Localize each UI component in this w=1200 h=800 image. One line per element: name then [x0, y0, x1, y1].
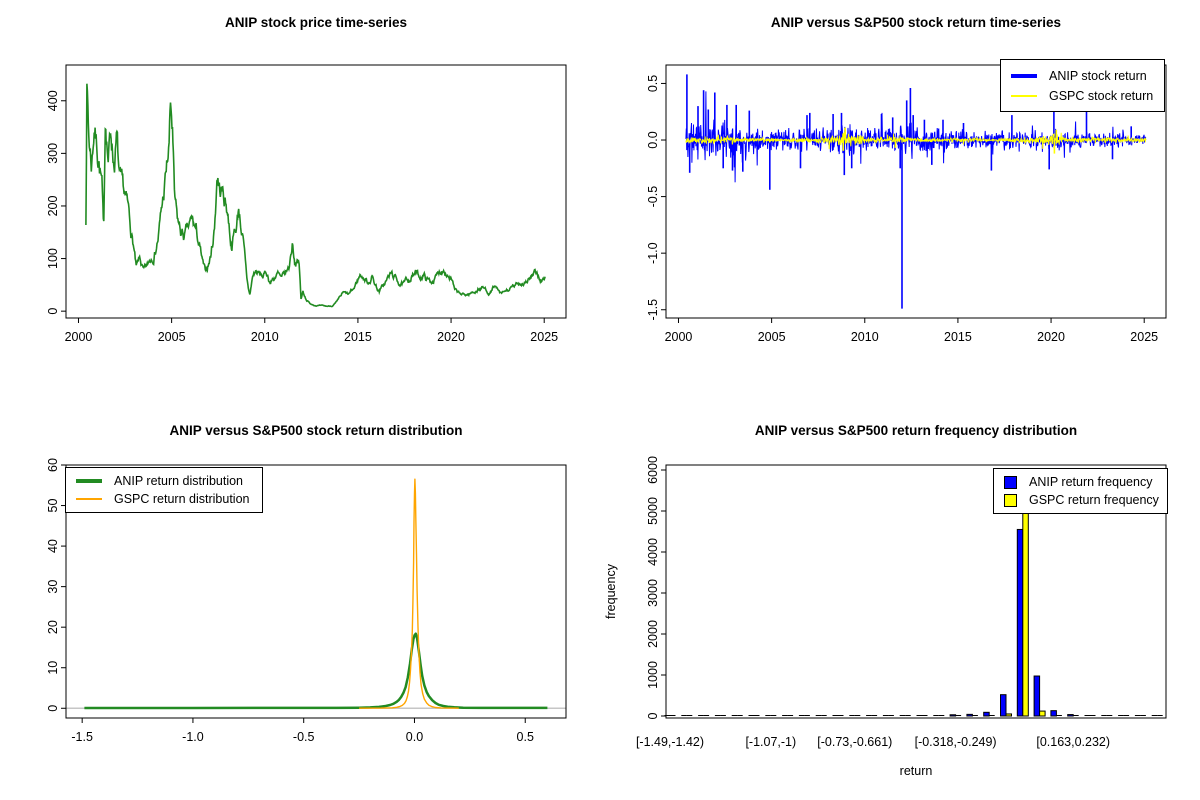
legend-entry: [1011, 66, 1156, 86]
svg-text:2005: 2005: [757, 330, 786, 344]
svg-text:50: 50: [46, 498, 60, 513]
legend-label: GSPC stock return: [1049, 88, 1154, 103]
svg-text:0: 0: [646, 712, 660, 720]
panel-price-timeseries: [0, 0, 600, 400]
legend-return-frequency: [993, 468, 1168, 514]
svg-text:0.0: 0.0: [405, 730, 424, 744]
legend-entry: [1004, 491, 1159, 509]
svg-text:-1.5: -1.5: [646, 298, 660, 321]
legend-label: GSPC return frequency: [1029, 493, 1159, 507]
svg-text:2000: 2000: [646, 620, 660, 648]
svg-text:4000: 4000: [646, 538, 660, 566]
svg-text:2010: 2010: [850, 330, 879, 344]
legend-label: ANIP stock return: [1049, 68, 1147, 83]
legend-label: ANIP return distribution: [114, 474, 243, 488]
svg-text:-0.5: -0.5: [292, 730, 315, 744]
svg-text:1000: 1000: [646, 661, 660, 689]
svg-text:[-1.49,-1.42): [-1.49,-1.42): [635, 735, 705, 749]
svg-text:200: 200: [46, 195, 60, 217]
legend-line-swatch: [1011, 95, 1037, 97]
svg-text:2000: 2000: [664, 330, 693, 344]
legend-label: ANIP return frequency: [1029, 475, 1153, 489]
svg-text:0: 0: [46, 704, 60, 712]
svg-text:0.5: 0.5: [516, 730, 534, 744]
legend-line-swatch: [76, 498, 102, 500]
legend-return-timeseries: [1000, 59, 1165, 112]
panel-return-frequency: [600, 400, 1200, 800]
svg-text:10: 10: [46, 660, 60, 675]
svg-text:60: 60: [46, 458, 60, 472]
return-distribution-plot: [0, 400, 600, 800]
svg-text:[-0.73,-0.661): [-0.73,-0.661): [817, 735, 893, 749]
svg-text:2020: 2020: [1037, 330, 1065, 344]
svg-text:0.5: 0.5: [646, 74, 660, 93]
panel-return-timeseries: [600, 0, 1200, 400]
svg-text:[0.163,0.232): [0.163,0.232): [1036, 735, 1111, 749]
chart-title: ANIP versus S&P500 stock return time-series: [770, 15, 1062, 30]
svg-text:[-1.07,-1): [-1.07,-1): [745, 735, 797, 749]
svg-text:2010: 2010: [250, 330, 279, 344]
svg-text:20: 20: [46, 620, 60, 635]
svg-text:2005: 2005: [157, 330, 186, 344]
svg-text:[-0.318,-0.249): [-0.318,-0.249): [914, 735, 997, 749]
legend-entry: [1011, 86, 1156, 106]
legend-return-distribution: [65, 467, 263, 513]
svg-text:300: 300: [46, 142, 60, 164]
legend-square-swatch: [1004, 494, 1017, 507]
legend-entry: [76, 472, 254, 490]
svg-text:2025: 2025: [530, 330, 559, 344]
legend-entry: [1004, 473, 1159, 491]
return-frequency-plot: [600, 400, 1200, 800]
svg-text:400: 400: [46, 90, 60, 112]
svg-text:2025: 2025: [1130, 330, 1159, 344]
svg-text:0: 0: [46, 307, 60, 315]
price-timeseries-plot: [0, 0, 600, 400]
svg-text:2015: 2015: [344, 330, 372, 344]
svg-text:2000: 2000: [64, 330, 93, 344]
legend-line-swatch: [76, 479, 102, 483]
chart-title: ANIP versus S&P500 stock return distribution: [169, 423, 463, 438]
chart-title: ANIP stock price time-series: [224, 15, 408, 30]
svg-text:return: return: [899, 764, 933, 778]
svg-text:30: 30: [46, 579, 60, 594]
chart-title: ANIP versus S&P500 return frequency distribution: [754, 423, 1078, 438]
svg-text:0.0: 0.0: [646, 131, 660, 149]
svg-text:-1.0: -1.0: [646, 242, 660, 264]
svg-text:-1.0: -1.0: [182, 730, 204, 744]
legend-line-swatch: [1011, 74, 1037, 78]
svg-text:3000: 3000: [646, 579, 660, 607]
svg-text:2015: 2015: [944, 330, 972, 344]
svg-text:100: 100: [46, 248, 60, 269]
panel-return-distribution: [0, 400, 600, 800]
svg-text:2020: 2020: [437, 330, 465, 344]
svg-text:5000: 5000: [646, 497, 660, 525]
legend-entry: [76, 490, 254, 508]
svg-text:40: 40: [46, 539, 60, 554]
svg-text:-0.5: -0.5: [646, 185, 660, 208]
svg-text:frequency: frequency: [604, 564, 618, 619]
legend-square-swatch: [1004, 476, 1017, 489]
legend-label: GSPC return distribution: [114, 492, 250, 506]
svg-text:6000: 6000: [646, 456, 660, 484]
svg-text:-1.5: -1.5: [71, 730, 93, 744]
